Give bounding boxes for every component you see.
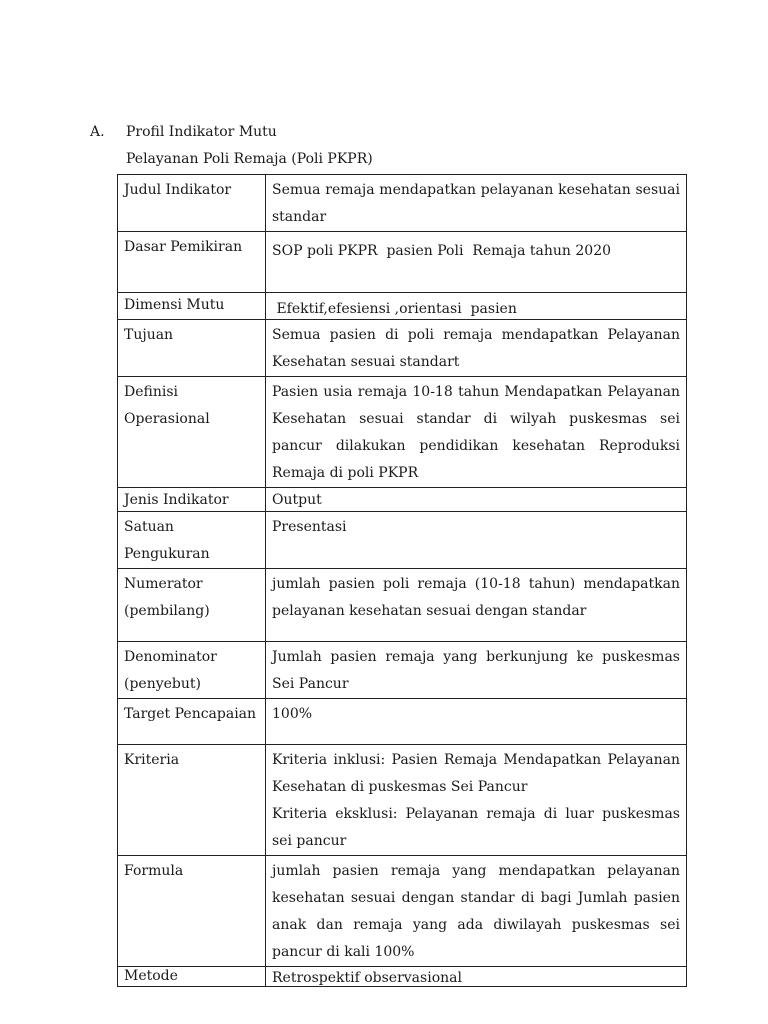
row-label: Jenis Indikator bbox=[118, 488, 266, 512]
row-dasar-pemikiran bbox=[118, 232, 687, 293]
row-value-text: Kriteria eksklusi: Pelayanan remaja di luar puskesmas sei pancur bbox=[272, 806, 680, 849]
row-value-text: Presentasi bbox=[272, 519, 347, 535]
row-value bbox=[266, 745, 687, 856]
row-metode bbox=[118, 967, 687, 987]
row-formula bbox=[118, 856, 687, 967]
row-value-text: Output bbox=[272, 492, 322, 508]
row-value bbox=[266, 293, 687, 320]
row-value-text: 100% bbox=[272, 706, 313, 722]
row-value-text: Efektif,efesiensi ,orientasi pasien bbox=[272, 301, 517, 317]
row-value-text: Jumlah pasien remaja yang berkunjung ke puskesmas Sei Pancur bbox=[272, 649, 680, 692]
row-value bbox=[266, 512, 687, 569]
row-kriteria bbox=[118, 745, 687, 856]
row-value bbox=[266, 488, 687, 512]
row-value-text: jumlah pasien remaja yang mendapatkan pelayanan kesehatan sesuai dengan standar di bagi Jumlah pasien anak dan remaja yang ada diwilayah puskesmas sei pancur di kali 100% bbox=[272, 863, 680, 960]
row-label: Definisi Operasional bbox=[118, 377, 266, 488]
row-value-text: Kriteria inklusi: Pasien Remaja Mendapatkan Pelayanan Kesehatan di puskesmas Sei Pancur bbox=[272, 752, 680, 795]
row-tujuan bbox=[118, 320, 687, 377]
row-judul-indikator bbox=[118, 175, 687, 232]
row-label: Kriteria bbox=[118, 745, 266, 856]
row-value-text: Retrospektif observasional bbox=[272, 970, 462, 986]
row-label: Formula bbox=[118, 856, 266, 967]
section-subtitle: Pelayanan Poli Remaja (Poli PKPR) bbox=[126, 151, 373, 167]
row-numerator bbox=[118, 569, 687, 642]
row-value bbox=[266, 175, 687, 232]
row-value-text: SOP poli PKPR pasien Poli Remaja tahun 2020 bbox=[272, 243, 612, 259]
row-value bbox=[266, 232, 687, 293]
row-label: Target Pencapaian bbox=[118, 699, 266, 745]
row-label: Metode bbox=[118, 967, 266, 987]
row-jenis-indikator bbox=[118, 488, 687, 512]
row-value-text: Semua remaja mendapatkan pelayanan kesehatan sesuai standar bbox=[272, 182, 680, 225]
row-label: Judul Indikator bbox=[118, 175, 266, 232]
row-label: Satuan Pengukuran bbox=[118, 512, 266, 569]
row-target-pencapaian bbox=[118, 699, 687, 745]
row-definisi-operasional bbox=[118, 377, 687, 488]
row-denominator bbox=[118, 642, 687, 699]
row-label: Dimensi Mutu bbox=[118, 293, 266, 320]
row-dimensi-mutu bbox=[118, 293, 687, 320]
row-value bbox=[266, 569, 687, 642]
row-value-text: Semua pasien di poli remaja mendapatkan Pelayanan Kesehatan sesuai standart bbox=[272, 327, 680, 370]
row-value bbox=[266, 377, 687, 488]
indicator-profile-table bbox=[117, 174, 687, 987]
row-satuan-pengukuran bbox=[118, 512, 687, 569]
row-value bbox=[266, 320, 687, 377]
row-label: Tujuan bbox=[118, 320, 266, 377]
row-value bbox=[266, 856, 687, 967]
row-label: Denominator (penyebut) bbox=[118, 642, 266, 699]
row-label: Numerator (pembilang) bbox=[118, 569, 266, 642]
row-value-text: jumlah pasien poli remaja (10-18 tahun) mendapatkan pelayanan kesehatan sesuai dengan standar bbox=[272, 576, 680, 619]
section-letter: A. bbox=[90, 124, 105, 140]
section-title: Profil Indikator Mutu bbox=[126, 124, 277, 140]
row-label: Dasar Pemikiran bbox=[118, 232, 266, 293]
row-value bbox=[266, 642, 687, 699]
row-value bbox=[266, 967, 687, 987]
row-value bbox=[266, 699, 687, 745]
row-value-text: Pasien usia remaja 10-18 tahun Mendapatkan Pelayanan Kesehatan sesuai standar di wilyah puskesmas sei pancur dilakukan pendidikan kesehatan Reproduksi Remaja di poli PKPR bbox=[272, 384, 680, 481]
